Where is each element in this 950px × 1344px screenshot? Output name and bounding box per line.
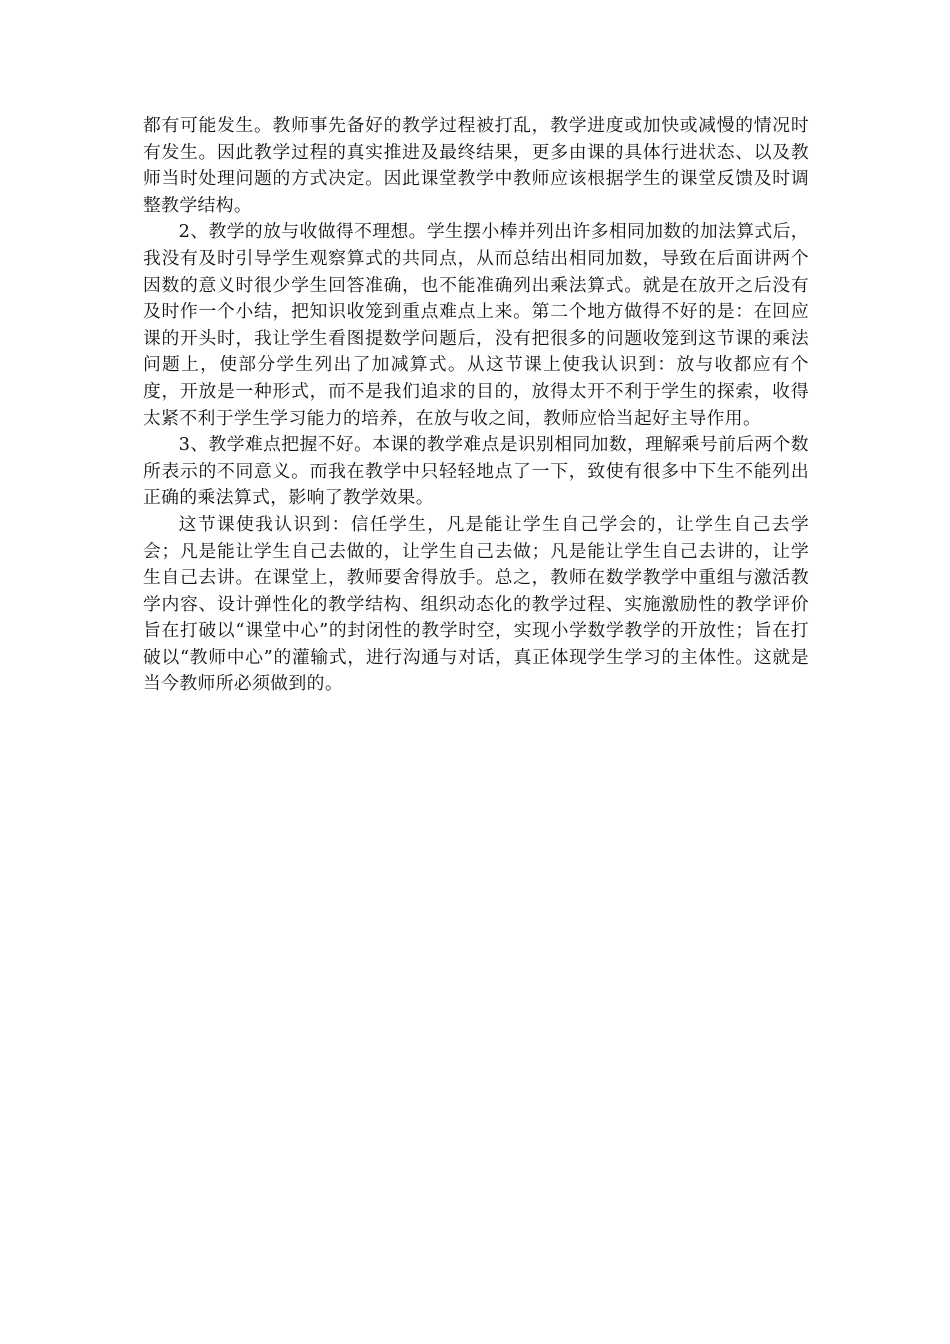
paragraph-continuation: 都有可能发生。教师事先备好的教学过程被打乱，教学进度或加快或减慢的情况时有发生。因此教学过程的真实推进及最终结果，更多由课的具体行进状态、以及教师当时处理问题的方式决定。因此课堂教学中教师应该根据学生的课堂反馈及时调整教学结构。 bbox=[143, 115, 809, 216]
paragraph-point-3: 3、教学难点把握不好。本课的教学难点是识别相同加数，理解乘号前后两个数所表示的不同意义。而我在教学中只轻轻地点了一下，致使有很多中下生不能列出正确的乘法算式，影响了教学效果。 bbox=[143, 434, 809, 509]
paragraph-conclusion: 这节课使我认识到：信任学生，凡是能让学生自己学会的，让学生自己去学会；凡是能让学生自己去做的，让学生自己去做；凡是能让学生自己去讲的，让学生自己去讲。在课堂上，教师要舍得放手。总之，教师在数学教学中重组与激活教学内容、设计弹性化的教学结构、组织动态化的教学过程、实施激励性的教学评价旨在打破以“课堂中心”的封闭性的教学时空，实现小学数学教学的开放性；旨在打破以“教师中心”的灌输式，进行沟通与对话，真正体现学生学习的主体性。这就是当今教师所必须做到的。 bbox=[143, 513, 809, 695]
paragraph-point-2: 2、教学的放与收做得不理想。学生摆小棒并列出许多相同加数的加法算式后，我没有及时引导学生观察算式的共同点，从而总结出相同加数，导致在后面讲两个因数的意义时很少学生回答准确，也不能准确列出乘法算式。就是在放开之后没有及时作一个小结，把知识收笼到重点难点上来。第二个地方做得不好的是：在回应课的开头时，我让学生看图提数学问题后，没有把很多的问题收笼到这节课的乘法问题上，使部分学生列出了加减算式。从这节课上使我认识到：放与收都应有个度，开放是一种形式，而不是我们追求的目的，放得太开不利于学生的探索，收得太紧不利于学生学习能力的培养，在放与收之间，教师应恰当起好主导作用。 bbox=[143, 221, 809, 429]
body-text bbox=[143, 113, 809, 698]
